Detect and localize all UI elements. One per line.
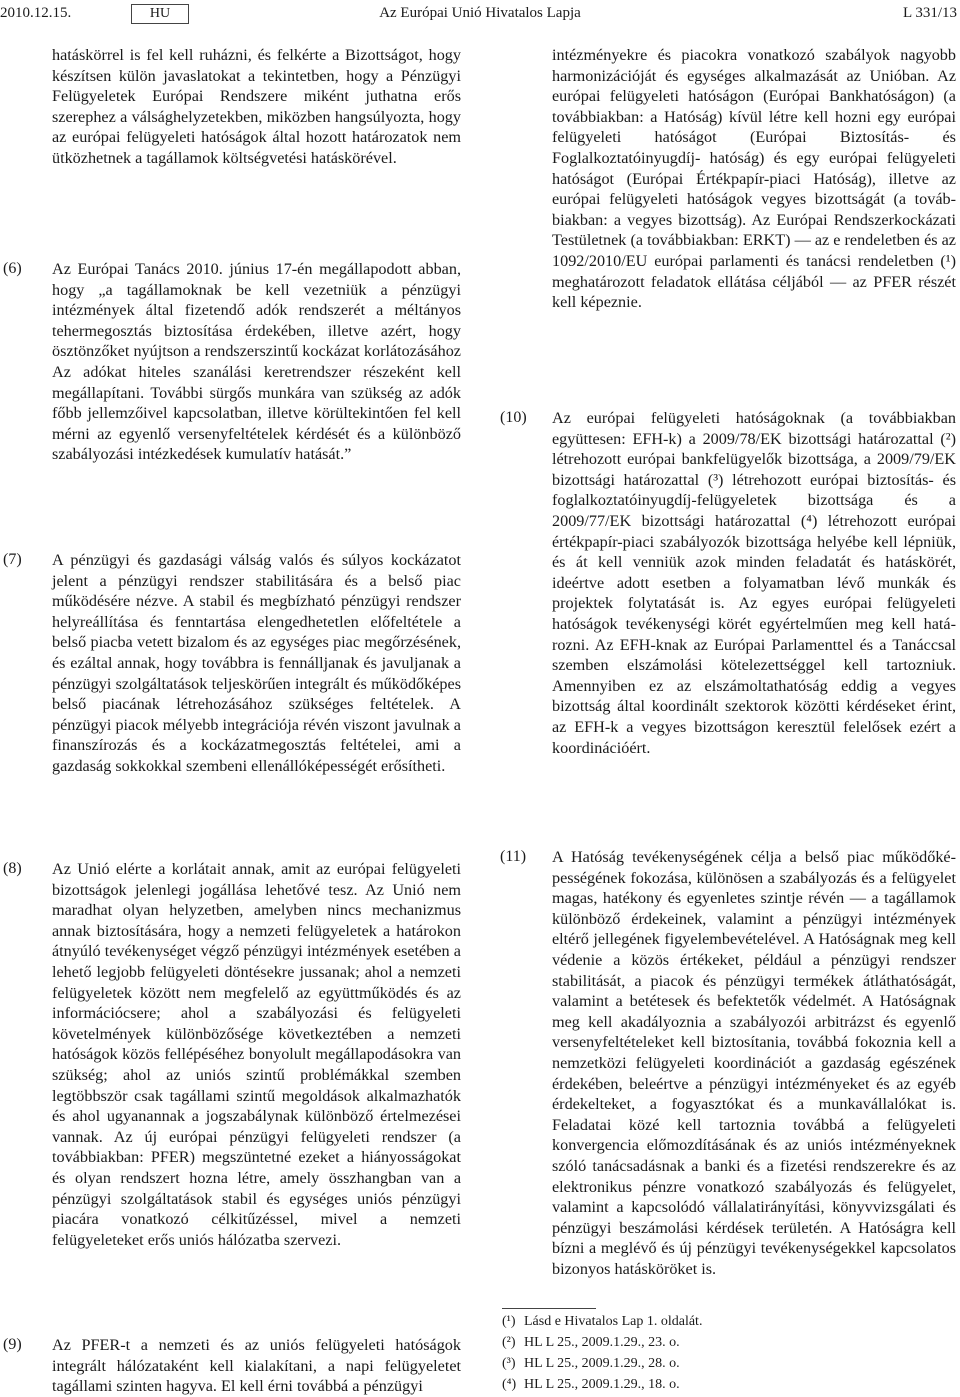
recital-number-11: (11) [500,848,527,865]
footnote-number: (¹) [502,1314,516,1329]
page-header [0,3,960,25]
recital-number-8: (8) [3,860,22,877]
recital-10-text: Az európai felügyeleti hatóságoknak (a továbbiakban együttesen: EFH-k) a 2009/78/EK bizottsági határozattal (²) létrehozott európai bankfelügyelők bizottsága, a 2009/79/EK bizottsági határozattal (³) létrehozott európai biztosítás- és foglalkoztatóinyugdíj-felügyeletek bizottsága és a 2009/77/EK bizottsági határozattal (⁴) létrehozott európai értékpapír-piaci szabályozók bizottsága helyébe kell lépniük, és át kell venniük azok minden feladatát és hatáskörét, ideértve adott esetben a folyamatban lévő munkák és projektek folytatását is. Az egyes európai felügyeleti hatóságok tevékenységi körét egyértelműen meg kell határozni. Az EFH-knak az Európai Parlamenttel és a Tanáccsal szemben elszámolási kötelezettséggel kell tartozniuk. Amennyiben ez az elszámoltathatóság eddig a vegyes bizottság által koordinált szektorok közötti kérdéseket érint, az EFH-k a vegyes bizottságon keresztül felelősek ezért a koordinációért. [552,409,956,757]
left-continuation-paragraph: hatáskörrel is fel kell ruházni, és felkérte a Bizottságot, hogy készítsen külön javaslatokat a tekintetben, hogy a Pénzügyi Felügyeletek Európai Rendszere miként juthatna erős szerephez a válsághelyzetekben, miközben hangsúlyozta, hogy az európai felügyeleti hatóságok által hozott határozatok nem ütközhetnek a tagállamok költségvetési hatáskörével. [52,46,461,167]
language-badge: HU [131,4,189,24]
publication-date: 2010.12.15. [0,5,72,21]
recital-number-10: (10) [500,409,527,426]
footnote-text: Lásd e Hivatalos Lap 1. oldalát. [524,1314,703,1329]
right-continuation-paragraph: intézményekre és piacokra vonatkozó szabályok nagyobb harmonizációját és egységes alkalmazását az Unióban. Az európai felügyeleti hatóságon (Európai Bankhatóságon) (a továbbiakban: a Hatóság) kívül létre kell hozni egy európai felügyeleti hatóságot (Európai Biztosítás- és Foglalkoztatóinyugdíj- hatóság) és egy európai felügyeleti hatóságot (Európai Értékpapír-piaci Hatóság), illetve az európai felügyeleti hatóságok vegyes bizottságát (a továbbiakban: a vegyes bizottság). Az Európai Rendszerkockázati Testületnek (a továbbiakban: ERKT) — az e rendeletben és az 1092/2010/EU európai parlamenti és tanácsi rendeletben (¹) meghatározott feladatok ellátása céljából — az PFER részét kell képeznie. [552,46,956,312]
footnote-text: HL L 25., 2009.1.29., 23. o. [524,1335,680,1350]
footnote-number: (³) [502,1356,516,1371]
footnote-separator [502,1308,596,1309]
page-number: L 331/13 [902,5,957,21]
recital-number-7: (7) [3,551,22,568]
recital-9-text: Az PFER-t a nemzeti és az uniós felügyeleti hatóságok integrált hálózataként kell kialakítani, a napi felügyeletet tagállami szinten hagyva. El kell érni továbbá a pénzügyi [52,1336,461,1396]
recital-7-text: A pénzügyi és gazdasági válság valós és súlyos kockázatot jelent a pénzügyi rendszer stabilitására és a belső piac működésére nézve. A stabil és megbízható pénzügyi rendszer helyreállítása és fenntartása elengedhetetlen előfeltétele a belső piacba vetett bizalom és az egységes piac megőrzésének, és ezáltal annak, hogy továbbra is fennálljanak és javuljanak a pénzügyi szolgáltatások teljeskörűen integrált és működőképes belső piacának létrehozásához szükséges feltételek. A pénzügyi piacok mélyebb integrációja révén viszont javulnak a finanszírozás és a kockázatmegosztás feltételei, ami a gazdaság sokkokkal szembeni ellenállóképességét erősítheti. [52,551,461,775]
recital-8-text: Az Unió elérte a korlátait annak, amit az európai felügyeleti bizottságok jelenlegi jogállása lehetővé tesz. Az Unió nem maradhat olyan helyzetben, amelyben nincs mechanizmus annak biztosítására, hogy a nemzeti felügyeletek a határokon átnyúló tevékenységet végző pénzügyi intézmények esetében a lehető legjobb felügyeleti döntésekre jussanak; ahol a nemzeti felügyeletek között nem megfelelő az együttműködés és az információcsere; ahol a szabályozási és felügyeleti követelmények különbözősége következtében a nemzeti hatóságok közös fellépéséhez bonyolult megállapodásokra van szükség; ahol az uniós szintű problémákkal szemben legtöbbször csak tagállami szintű megoldások alkalmazhatók és ahol ugyanannak a jogszabálynak különböző értelmezései vannak. Az új európai pénzügyi felügyeleti rendszer (a továbbiakban: PFER) megszüntetné ezeket a hiányosságokat és olyan rendszert hozna létre, amely összhangban van a pénzügyi szolgáltatások stabil és egységes uniós pénzügyi piacára vonatkozó célkitűzéssel, mivel a nemzeti felügyeleteket erős uniós hálózatba szervezi. [52,860,461,1249]
recital-number-9: (9) [3,1336,22,1353]
recital-number-6: (6) [3,260,22,277]
recital-11-text: A Hatóság tevékenységének célja a belső piac működőképességének fokozása, különösen a szabályozás és a felügyelet magas, hatékony és egyenletes szintje révén — a tagállamok különböző érdekeinek, valamint a pénzügyi intézmények eltérő jellegének figyelembevételével. A Hatóságnak meg kell védenie a közös értékeket, például a pénzügyi rendszer stabilitását, a piacok és pénzügyi termékek átláthatóságát, valamint a betétesek és befektetők védelmét. A Hatóságnak meg kell akadályoznia a szabályozói arbitrázst és egyenlő versenyfeltételeket kell biztosítania, továbbá fokoznia kell a nemzetközi felügyeleti koordinációt a gazdaság egészének érdekében, beleértve a pénzügyi intézményeket és az egyéb érdekelteket, a fogyasztókat és a munkavállalókat is. Feladatai közé kell tartoznia továbbá a felügyeleti konvergencia előmozdításának és az uniós intézményeknek szóló tanácsadásnak a banki és a fizetési rendszerekre és az elektronikus pénzre vonatkozó szabályozás és felügyelet, valamint a kapcsolódó vállalatirányítási, könyvvizsgálati és pénzügyi beszámolási kérdések területén. A Hatóságra kell bízni a meglévő és új pénzügyi tevékenységekkel kapcsolatos bizonyos hatásköröket is. [552,848,956,1278]
footnote-4 [502,1376,680,1394]
footnote-2 [502,1334,680,1352]
footnote-3 [502,1355,680,1373]
footnote-1 [502,1313,702,1331]
footnote-number: (²) [502,1335,516,1350]
recital-6-text: Az Európai Tanács 2010. június 17-én megállapodott abban, hogy „a tagállamoknak be kell vezetniük a pénzügyi intézmények által fizetendő adók rendszerét a méltányos tehermegosztás biztosítása érdekében, illetve azért, hogy ösztönzőket nyújtson a rendszerszintű kockázat korlátozásához Az adókat hiteles szanálási keretrendszer részeként kell megállapítani. További sürgős munkára van szükség az adók főbb jellemzőivel kapcsolatban, illetve körültekintően fel kell mérni az egyenlő versenyfeltételek kérdését és a különböző szabályozási intézkedések kumulatív hatását.” [52,260,461,464]
journal-title: Az Európai Unió Hivatalos Lapja [379,5,581,21]
footnote-number: (⁴) [502,1377,517,1392]
footnote-text: HL L 25., 2009.1.29., 18. o. [524,1377,680,1392]
footnote-text: HL L 25., 2009.1.29., 28. o. [524,1356,680,1371]
